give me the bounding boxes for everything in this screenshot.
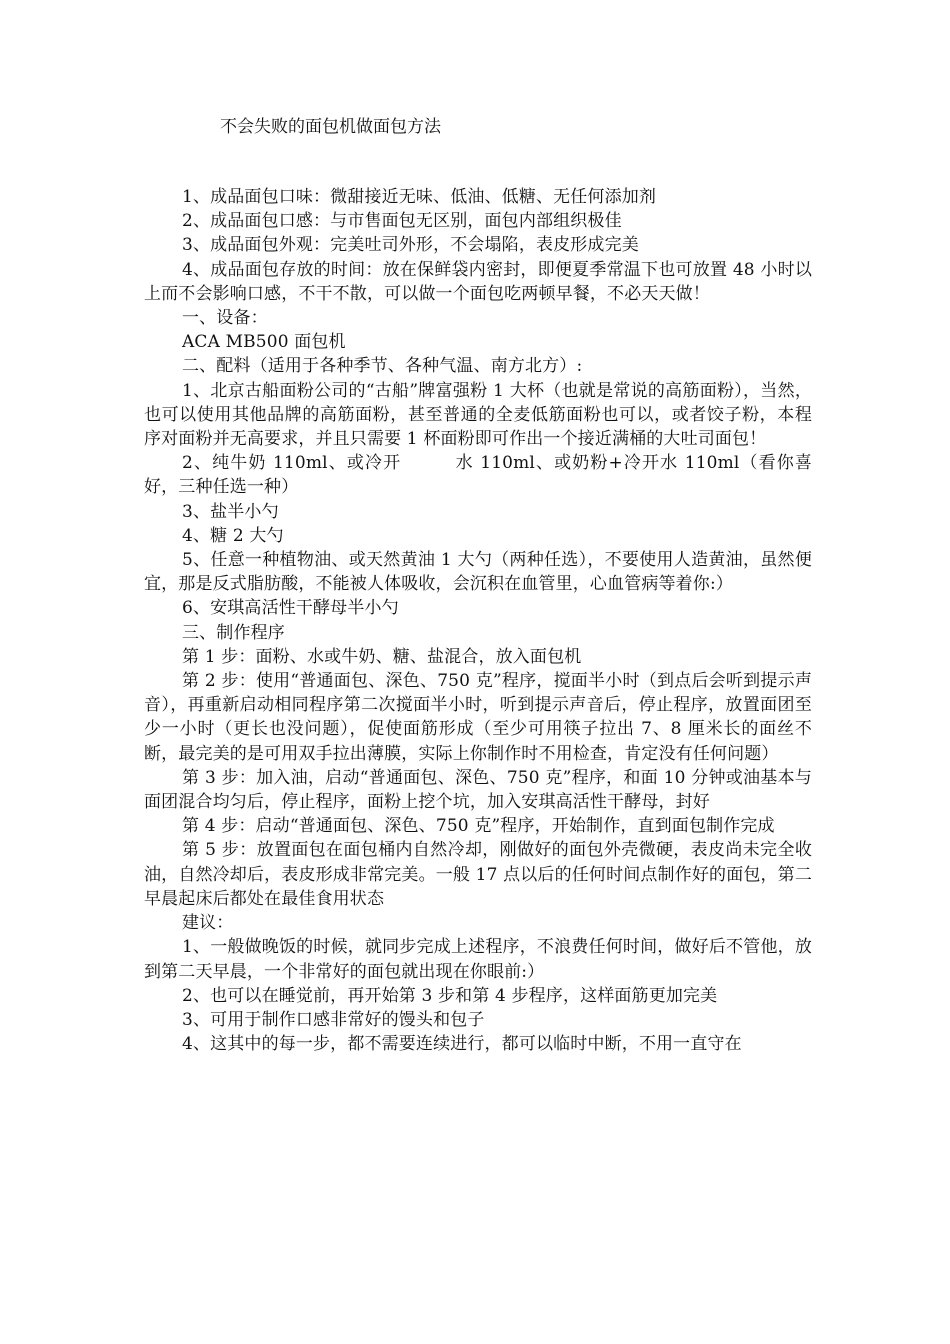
procedure-step-1: 第 1 步：面粉、水或牛奶、糖、盐混合，放入面包机 — [182, 646, 582, 667]
ingredient-oil: 5、任意一种植物油、或天然黄油 1 大勺（两种任选），不要使用人造黄油，虽然便宜，那是反式脂肪酸，不能被人体吸收，会沉积在血管里，心血管病等着你:） — [144, 550, 812, 595]
procedure-step-4: 第 4 步：启动“普通面包、深色、750 克”程序，开始制作，直到面包制作完成 — [182, 816, 775, 837]
ingredient-yeast: 6、安琪高活性干酵母半小勺 — [182, 598, 399, 619]
procedure-step-2: 第 2 步：使用“普通面包、深色、750 克”程序，搅面半小时（到点后会听到提示声音），再重新启动相同程序第二次搅面半小时，听到提示声音后，停止程序，放置面团至少一小时（更长也没问题），促使面筋形成（至少可用筷子拉出 7、8 厘米长的面丝不断，最完美的是可用双手拉出薄膜，实际上你制作时不用检查，肯定没有任何问题） — [144, 671, 812, 764]
ingredient-sugar: 4、糖 2 大勺 — [182, 525, 284, 546]
suggestion-2: 2、也可以在睡觉前，再开始第 3 步和第 4 步程序，这样面筋更加完美 — [182, 985, 718, 1006]
paragraph-storage: 4、成品面包存放的时间：放在保鲜袋内密封，即便夏季常温下也可放置 48 小时以上而不会影响口感，不干不散，可以做一个面包吃两顿早餐，不必天天做！ — [144, 259, 812, 304]
paragraph-equipment-model: ACA MB500 面包机 — [182, 332, 346, 353]
suggestion-4: 4、这其中的每一步，都不需要连续进行，都可以临时中断，不用一直守在 — [182, 1034, 742, 1055]
section-heading-equipment: 一、设备： — [182, 308, 268, 329]
procedure-step-5: 第 5 步：放置面包在面包桶内自然冷却，刚做好的面包外壳微硬，表皮尚未完全收油，自然冷却后，表皮形成非常完美。一般 17 点以后的任何时间点制作好的面包，第二早晨起床后都处在最佳食用状态 — [144, 840, 812, 909]
paragraph-appearance: 3、成品面包外观：完美吐司外形，不会塌陷，表皮形成完美 — [182, 235, 639, 256]
paragraph-flavor: 1、成品面包口味：微甜接近无味、低油、低糖、无任何添加剂 — [182, 187, 657, 207]
section-heading-ingredients: 二、配料（适用于各种季节、各种气温、南方北方）: — [182, 356, 583, 377]
paragraph-texture: 2、成品面包口感：与市售面包无区别，面包内部组织极佳 — [182, 211, 622, 232]
ingredient-flour: 1、北京古船面粉公司的“古船”牌富强粉 1 大杯（也就是常说的高筋面粉），当然，也可以使用其他品牌的高筋面粉，甚至普通的全麦低筋面粉也可以，或者饺子粉，本程序对面粉并无高要求，并且只需要 1 杯面粉即可作出一个接近满桶的大吐司面包！ — [144, 380, 812, 450]
suggestion-1: 1、一般做晚饭的时候，就同步完成上述程序，不浪费任何时间，做好后不管他，放到第二天早晨，一个非常好的面包就出现在你眼前:） — [144, 937, 812, 982]
procedure-step-3: 第 3 步：加入油，启动“普通面包、深色、750 克”程序，和面 10 分钟或油基本与面团混合均匀后，停止程序，面粉上挖个坑，加入安琪高活性干酵母，封好 — [144, 767, 812, 813]
document-body — [144, 185, 812, 1056]
section-heading-procedure: 三、制作程序 — [182, 622, 285, 643]
ingredient-liquid: 2、纯牛奶 110ml、或冷开 水 110ml、或奶粉+冷开水 110ml（看你喜好，三种任选一种） — [144, 453, 812, 498]
document-title: 不会失败的面包机做面包方法 — [220, 117, 441, 137]
section-heading-suggestions: 建议： — [182, 913, 234, 934]
ingredient-salt: 3、盐半小勺 — [182, 501, 279, 522]
suggestion-3: 3、可用于制作口感非常好的馒头和包子 — [182, 1009, 485, 1030]
